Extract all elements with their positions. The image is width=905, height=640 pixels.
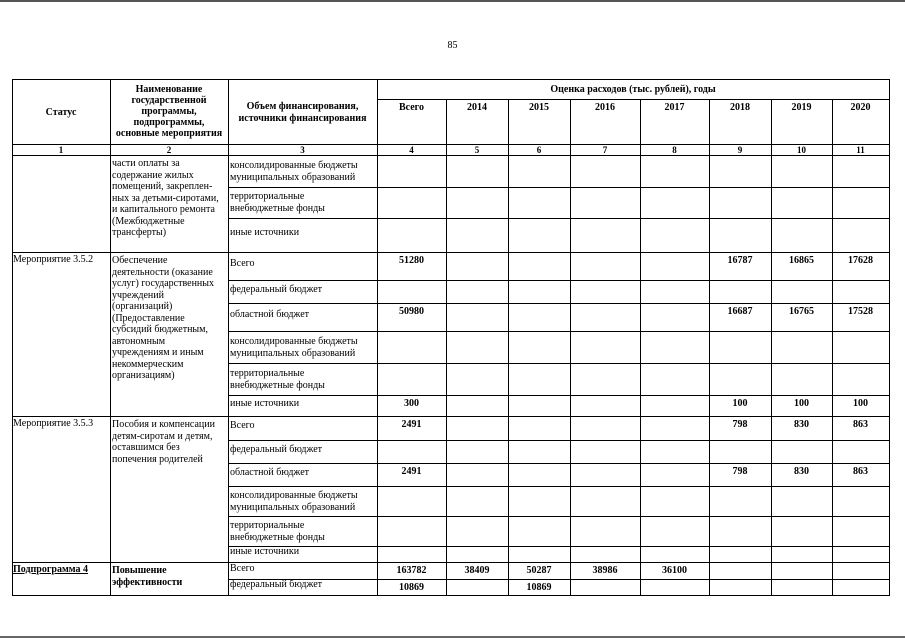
table-rule-v — [12, 252, 13, 417]
table-rule-v — [446, 252, 447, 417]
table-rule-h — [12, 595, 890, 596]
financing-source: консолидированные бюджеты муниципальных образований — [230, 336, 358, 359]
value-total: 50980 — [399, 306, 424, 317]
table-rule-v — [570, 416, 571, 563]
value-y2015: 10869 — [526, 582, 552, 593]
table-rule-v — [889, 252, 890, 417]
financing-source: иные источники — [230, 398, 300, 409]
value-total: 163782 — [396, 565, 427, 576]
table-rule-v — [570, 252, 571, 417]
table-rule-v — [709, 416, 710, 563]
financing-source: консолидированные бюджеты муниципальных образований — [230, 160, 358, 183]
column-number-8: 8 — [672, 145, 677, 155]
table-rule-v — [110, 252, 111, 417]
header-year-2014: 2014 — [467, 102, 487, 113]
value-y2020: 863 — [853, 419, 868, 430]
table-rule-v — [508, 252, 509, 417]
financing-source: федеральный бюджет — [230, 284, 323, 295]
value-y2020: 17528 — [848, 306, 873, 317]
table-rule-h — [12, 562, 890, 563]
column-number-10: 10 — [797, 145, 806, 155]
table-rule-h — [12, 252, 890, 253]
table-rule-h — [228, 218, 890, 219]
financing-source: Всего — [230, 420, 255, 431]
table-rule-h — [228, 331, 890, 332]
header-total: Всего — [399, 102, 424, 113]
value-total: 10869 — [399, 582, 424, 593]
column-number-6: 6 — [536, 145, 542, 155]
value-y2014: 38409 — [464, 565, 490, 576]
table-rule-v — [771, 416, 772, 563]
column-number-9: 9 — [737, 145, 743, 155]
table-rule-h — [228, 463, 890, 464]
column-number-2: 2 — [166, 145, 172, 155]
table-rule-v — [377, 252, 378, 417]
table-rule-v — [110, 416, 111, 563]
table-rule-v — [508, 416, 509, 563]
table-rule-h — [12, 416, 890, 417]
table-rule-v — [110, 155, 111, 253]
value-y2019: 100 — [794, 398, 809, 409]
table-rule-v — [12, 416, 13, 563]
row-name: Обеспечение деятельности (оказание услуг) государственных учреждений (организаций) (Предоставление субсидий бюджетным, автономным учреждениям и иным некоммерческим организациям) — [112, 255, 214, 381]
value-total: 2491 — [401, 419, 422, 430]
header-year-2020: 2020 — [850, 102, 871, 113]
financing-source: иные источники — [230, 227, 300, 238]
table-rule-h — [228, 395, 890, 396]
bottom-rule — [0, 636, 905, 638]
column-number-4: 4 — [409, 145, 414, 155]
table-rule-v — [889, 79, 890, 145]
value-y2018: 798 — [732, 419, 748, 430]
value-y2019: 830 — [794, 466, 809, 477]
value-y2020: 863 — [853, 466, 868, 477]
value-y2017: 36100 — [662, 565, 687, 576]
financing-source: федеральный бюджет — [230, 444, 323, 455]
header-status: Статус — [45, 107, 77, 118]
table-rule-v — [377, 155, 378, 253]
row-name: Пособия и компенсации детям-сиротам и детям, оставшимся без попечения родителей — [112, 419, 215, 465]
table-rule-v — [832, 416, 833, 563]
table-rule-h — [228, 363, 890, 364]
financing-source: областной бюджет — [230, 467, 310, 478]
table-rule-v — [771, 155, 772, 253]
financing-source: Всего — [230, 258, 255, 269]
table-rule-h — [228, 486, 890, 487]
table-rule-v — [228, 416, 229, 563]
column-number-1: 1 — [58, 145, 64, 155]
column-number-11: 11 — [856, 145, 865, 155]
table-rule-v — [640, 252, 641, 417]
value-total: 51280 — [399, 255, 424, 266]
header-year-2015: 2015 — [529, 102, 549, 113]
value-y2015: 50287 — [526, 565, 552, 576]
financing-source: территориальные внебюджетные фонды — [230, 520, 325, 543]
header-year-2016: 2016 — [595, 102, 615, 113]
header-year-2019: 2019 — [791, 102, 812, 113]
value-y2020: 17628 — [848, 255, 873, 266]
table-rule-v — [709, 155, 710, 253]
financing-source: федеральный бюджет — [230, 579, 323, 590]
table-rule-v — [889, 416, 890, 563]
table-rule-v — [640, 416, 641, 563]
column-number-3: 3 — [300, 145, 305, 155]
value-y2020: 100 — [853, 398, 868, 409]
table-rule-h — [228, 280, 890, 281]
column-number-5: 5 — [474, 145, 480, 155]
financing-source: консолидированные бюджеты муниципальных образований — [230, 490, 358, 513]
table-rule-h — [228, 516, 890, 517]
table-rule-v — [709, 252, 710, 417]
table-rule-v — [640, 155, 641, 253]
table-rule-v — [771, 252, 772, 417]
header-year-2018: 2018 — [730, 102, 750, 113]
table-rule-v — [832, 155, 833, 253]
row-status: Подпрограмма 4 — [13, 564, 89, 575]
financing-source: территориальные внебюджетные фонды — [230, 191, 325, 214]
page-number: 85 — [447, 40, 458, 51]
top-rule — [0, 0, 905, 2]
financing-source: Всего — [230, 563, 255, 574]
table-rule-h — [12, 79, 890, 80]
header-name: Наименование государственной программы, подпрограммы, основные мероприятия — [115, 84, 223, 139]
table-rule-v — [110, 562, 111, 596]
table-rule-v — [228, 155, 229, 253]
value-y2018: 798 — [732, 466, 748, 477]
table-rule-v — [12, 155, 13, 253]
financing-source: областной бюджет — [230, 309, 310, 320]
row-status: Мероприятие 3.5.2 — [13, 254, 94, 265]
row-name: Повышение эффективности — [112, 565, 183, 588]
table-rule-v — [508, 155, 509, 253]
value-total: 300 — [404, 398, 419, 409]
header-year-2017: 2017 — [664, 102, 685, 113]
header-financing: Объем финансирования, источники финансирования — [238, 101, 367, 124]
table-rule-h — [228, 440, 890, 441]
table-rule-v — [228, 252, 229, 417]
row-name: части оплаты за содержание жилых помещений, закреплен- ных за детьми-сиротами, и капитального ремонта (Межбюджетные трансферты) — [112, 158, 219, 238]
column-number-7: 7 — [602, 145, 608, 155]
table-rule-v — [446, 155, 447, 253]
value-y2019: 16865 — [789, 255, 814, 266]
header-expenses: Оценка расходов (тыс. рублей), годы — [550, 84, 716, 95]
value-y2019: 16765 — [789, 306, 814, 317]
table-rule-v — [570, 155, 571, 253]
table-rule-h — [228, 187, 890, 188]
value-y2018: 100 — [732, 398, 748, 409]
table-rule-h — [228, 303, 890, 304]
table-rule-v — [377, 416, 378, 563]
value-y2018: 16787 — [727, 255, 753, 266]
value-y2016: 38986 — [592, 565, 618, 576]
table-rule-v — [446, 416, 447, 563]
value-y2019: 830 — [794, 419, 809, 430]
value-total: 2491 — [401, 466, 422, 477]
financing-source: иные источники — [230, 546, 300, 557]
table-rule-h — [377, 99, 890, 100]
table-rule-v — [832, 252, 833, 417]
row-status: Мероприятие 3.5.3 — [13, 418, 94, 429]
financing-source: территориальные внебюджетные фонды — [230, 368, 325, 391]
value-y2018: 16687 — [727, 306, 753, 317]
table-rule-v — [889, 155, 890, 253]
